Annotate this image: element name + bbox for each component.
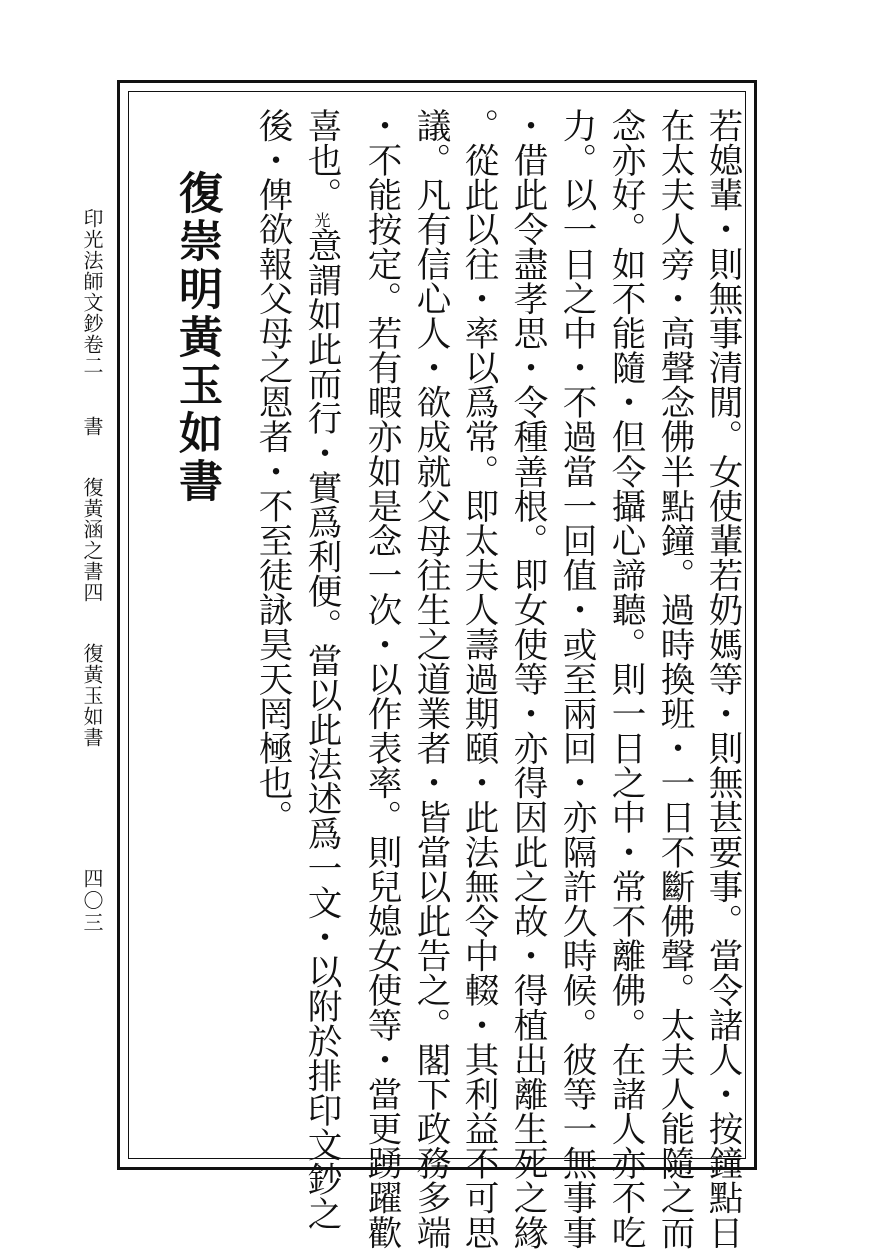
text-column-6: 。從此以往・率以爲常。即太夫人壽過期頤・此法無令中輟・其利益不可思 (458, 108, 498, 1249)
text-column-2: 在太夫人旁・高聲念佛半點鐘。過時換班・一日不斷佛聲。太夫人能隨之而 (654, 108, 694, 1249)
text-column-3: 念亦好。如不能隨・但令攝心諦聽。則一日之中・常不離佛。在諸人亦不吃 (605, 108, 645, 1249)
margin-header (78, 208, 102, 748)
column-9-start: 喜也。 (301, 108, 341, 212)
text-column-7: 議。凡有信心人・欲成就父母往生之道業者・皆當以此告之。閣下政務多端 (410, 108, 450, 1249)
text-column-8: ・不能按定。若有暇亦如是念一次・以作表率。則兒媳女使等・當更踴躍歡 (361, 108, 401, 1249)
text-column-5: ・借此令盡孝思・令種善根。即女使等・亦得因此之故・得植出離生死之緣 (507, 108, 547, 1249)
column-9-rest: 意謂如此而行・實爲利便。當以此法述爲一文・以附於排印文鈔之 (301, 227, 341, 1231)
margin-current: 復黃玉如書 (80, 643, 104, 748)
margin-chapter: 復黃涵之書四 (80, 477, 104, 603)
text-column-4: 力。以一日之中・不過當一回值・或至兩回・亦隔許久時候。彼等一無事事 (556, 108, 596, 1249)
margin-book: 印光法師文鈔卷二 (80, 208, 104, 376)
page-number: 四〇三 (80, 868, 104, 934)
self-reference-note: 光 (312, 211, 331, 228)
text-column-9 (296, 108, 341, 1231)
text-column-10: 後・俾欲報父母之恩者・不至徒詠昊天罔極也。 (252, 108, 292, 835)
text-column-1: 若媳輩・則無事清閒。女使輩若奶媽等・則無甚要事。當令諸人・按鐘點日 (702, 108, 742, 1249)
letter-title: 復崇明黃玉如書 (171, 170, 222, 506)
margin-section: 書 (80, 416, 104, 437)
